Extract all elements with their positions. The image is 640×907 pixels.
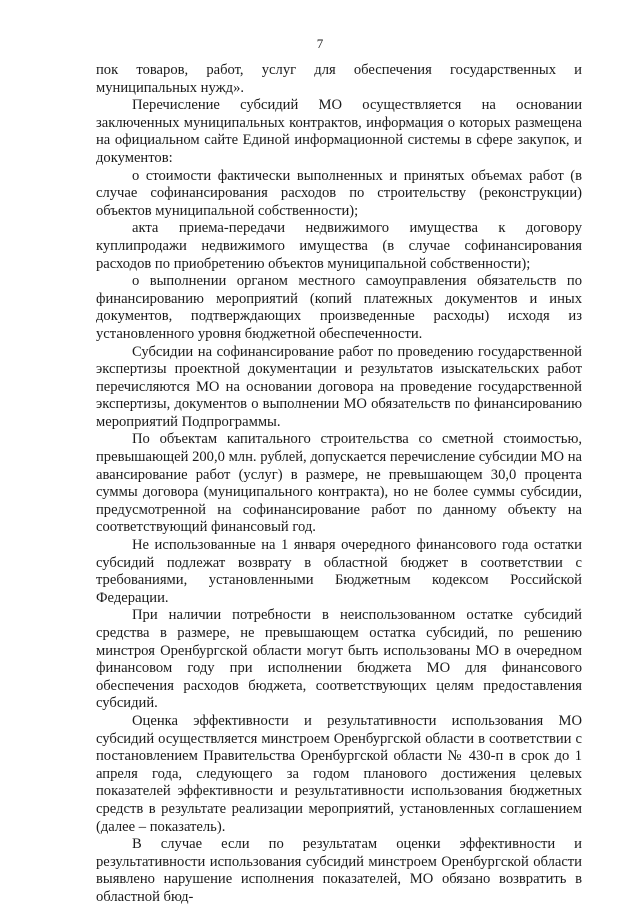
paragraph-advance-payment: По объектам капитального строительства со сметной стоимостью, превышающей 200,0 млн. рублей, допускается перечисление субсидии МО на авансирование работ (услуг) в размере, не превышающем 30,0 процента суммы договора (муниципального контракта), но не более суммы субсидии, предусмотренной на софинансирование работ по данному объекту на соответствующий финансовый год.: [96, 431, 582, 536]
paragraph-efficiency-assessment: Оценка эффективности и результативности использования МО субсидий осуществляется минстроем Оренбургской области в соответствии с постановлением Правительства Оренбургской области № 430-п в срок до 1 апреля года, следующего за годом планового достижения целевых показателей эффективности и результативности использования бюджетных средств в результате реализации мероприятий, установленных соглашением (далее – показатель).: [96, 712, 582, 835]
paragraph-work-cost: о стоимости фактически выполненных и принятых объемах работ (в случае софинансирования расходов по строительству (реконструкции) объектов муниципальной собственности);: [96, 167, 582, 219]
paragraph-violation-return: В случае если по результатам оценки эффективности и результативности использования субсидий минстроем Оренбургской области выявлено нарушение исполнения показателей, МО обязано возвратить в областной бюд-: [96, 836, 582, 905]
paragraph-continuation: пок товаров, работ, услуг для обеспечения государственных и муниципальных нужд».: [96, 62, 582, 96]
paragraph-local-obligations: о выполнении органом местного самоуправления обязательств по финансированию мероприятий (копий платежных документов и иных документов, подтверждающих произведенные расходы) исходя из установленного уровня бюджетной обеспеченности.: [96, 273, 582, 342]
paragraph-unused-balance: Не использованные на 1 января очередного финансового года остатки субсидий подлежат возврату в областной бюджет в соответствии с требованиями, установленными Бюджетным кодексом Российской Федерации.: [96, 537, 582, 606]
page-number: 7: [316, 36, 324, 51]
paragraph-state-expertise: Субсидии на софинансирование работ по проведению государственной экспертизы проектной документации и результатов изыскательских работ перечисляются МО на основании договора на проведение государственной экспертизы, документов о выполнении МО обязательств по финансированию мероприятий Подпрограммы.: [96, 343, 582, 430]
paragraph-property-transfer-act: акта приема-передачи недвижимого имущества к договору куплипродажи недвижимого имущества (в случае софинансирования расходов по приобретению объектов муниципальной собственности);: [96, 220, 582, 272]
paragraph-balance-usage: При наличии потребности в неиспользованном остатке субсидий средства в размере, не превышающем остатка субсидий, по решению минстроя Оренбургской области могут быть использованы МО в очередном финансовом году при исполнении бюджета МО для финансового обеспечения расходов бюджета, соответствующих целям предоставления субсидий.: [96, 607, 582, 712]
paragraph-subsidy-transfer-basis: Перечисление субсидий МО осуществляется на основании заключенных муниципальных контрактов, информация о которых размещена на официальном сайте Единой информационной системы в сфере закупок, и документов:: [96, 97, 582, 166]
document-body: [96, 62, 582, 907]
